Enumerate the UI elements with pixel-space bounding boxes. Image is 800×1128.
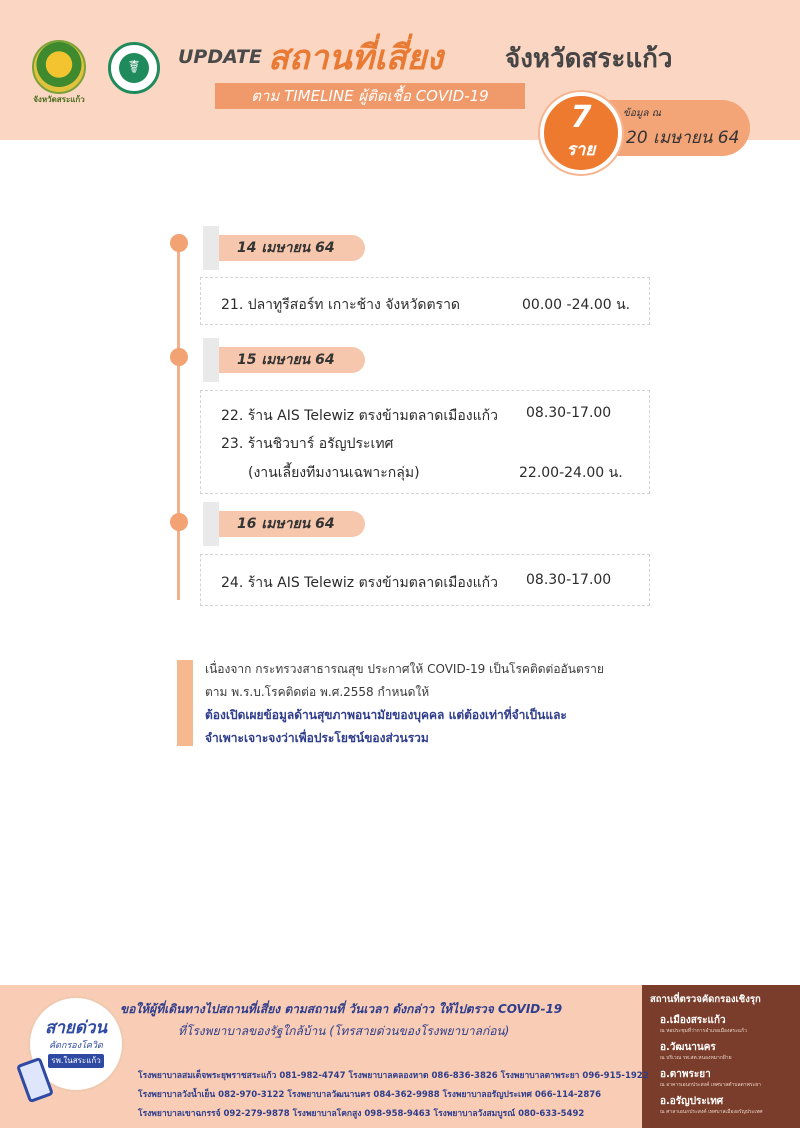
hotline-row: โรงพยาบาลวังน้ำเย็น 082-970-3122 โรงพยาบาลวัฒนานคร 084-362-9988 โรงพยาบาลอรัญประเทศ 066-114-2876: [138, 1090, 602, 1100]
center-name: อ.อรัญประเทศ: [660, 1096, 724, 1107]
hotline-badge-tag: รพ.ในสระแก้ว: [48, 1054, 104, 1068]
footer-message: ขอให้ผู้ที่เดินทางไปสถานที่เสี่ยง ตามสถานที่ วันเวลา ดังกล่าว ให้ไปตรวจ COVID-19: [120, 1002, 563, 1016]
event-time: 08.30-17.00: [526, 405, 612, 421]
event-note: (งานเลี้ยงทีมงานเฉพาะกลุ่ม): [248, 465, 420, 481]
subtitle-bar: ตาม TIMELINE ผู้ติดเชื้อ COVID-19: [215, 83, 525, 109]
timeline-line: [177, 244, 180, 600]
timeline-date: 16 เมษายน 64: [219, 511, 365, 537]
center-detail: ณ หอประชุมที่ว่าการอำเภอเมืองสระแก้ว: [660, 1028, 747, 1034]
province-seal-caption: จังหวัดสระแก้ว: [33, 95, 85, 104]
event-time: 22.00-24.00 น.: [519, 465, 623, 481]
hotline-badge-title: สายด่วน: [44, 1018, 108, 1038]
date-tab: [203, 338, 219, 382]
ministry-of-public-health-logo-icon: ☤: [108, 42, 160, 94]
date-tab: [203, 502, 219, 546]
title-province: จังหวัดสระแก้ว: [505, 44, 673, 74]
center-name: อ.เมืองสระแก้ว: [660, 1015, 726, 1026]
center-name: อ.วัฒนานคร: [660, 1042, 716, 1053]
event-place: 21. ปลาทูรีสอร์ท เกาะช้าง จังหวัดตราด: [221, 297, 461, 313]
event-place: 24. ร้าน AIS Telewiz ตรงข้ามตลาดเมืองแก้ว: [221, 575, 498, 591]
notice-highlight: ต้องเปิดเผยข้อมูลด้านสุขภาพอนามัยของบุคคล แต่ต้องเท่าที่จำเป็นและ: [205, 708, 567, 722]
timeline-date: 14 เมษายน 64: [219, 235, 365, 261]
center-detail: ณ บริเวณ รพ.สต.หนองหมากฝ้าย: [660, 1055, 732, 1061]
timeline-date: 15 เมษายน 64: [219, 347, 365, 373]
notice-accent-bar: [177, 660, 193, 746]
notice-line: เนื่องจาก กระทรวงสาธารณสุข ประกาศให้ COVID-19 เป็นโรคติดต่ออันตราย: [205, 662, 604, 676]
notice-line: ตาม พ.ร.บ.โรคติดต่อ พ.ศ.2558 กำหนดให้: [205, 685, 430, 699]
center-detail: ณ ศาลาเอนกประสงค์ เทศบาลเมืองอรัญประเทศ: [660, 1109, 763, 1115]
page-title: สถานที่เสี่ยง: [268, 38, 443, 78]
hotline-badge-subtitle: คัดกรองโควิด: [49, 1041, 103, 1051]
date-tab: [203, 226, 219, 270]
hotline-row: โรงพยาบาลเขาฉกรรจ์ 092-279-9878 โรงพยาบาลโคกสูง 098-958-9463 โรงพยาบาลวังสมบูรณ์ 080-633-5492: [138, 1109, 585, 1119]
notice-highlight: จำเพาะเจาะจงว่าเพื่อประโยชน์ของส่วนรวม: [205, 731, 429, 745]
event-time: 00.00 -24.00 น.: [522, 297, 631, 313]
timeline-dot: [170, 348, 188, 366]
center-name: อ.ตาพระยา: [660, 1069, 711, 1080]
data-as-of-label: ข้อมูล ณ: [623, 108, 662, 119]
data-as-of-date: 20 เมษายน 64: [626, 128, 740, 148]
event-place: 23. ร้านชิวบาร์ อรัญประเทศ: [221, 436, 394, 452]
event-time: 08.30-17.00: [526, 572, 612, 588]
case-count-unit: ราย: [566, 140, 596, 160]
hotline-row: โรงพยาบาลสมเด็จพระยุพราชสระแก้ว 081-982-4747 โรงพยาบาลคลองหาด 086-836-3826 โรงพยาบาลตาพระยา 096-915-1922: [138, 1071, 649, 1081]
footer-message: ที่โรงพยาบาลของรัฐใกล้บ้าน (โทรสายด่วนของโรงพยาบาลก่อน): [178, 1024, 510, 1038]
screening-centers-title: สถานที่ตรวจคัดกรองเชิงรุก: [650, 994, 761, 1005]
case-count-badge: [540, 92, 622, 174]
province-seal-icon: [32, 40, 86, 94]
center-detail: ณ อาคารเอนกประสงค์ เทศบาลตำบลตาพระยา: [660, 1082, 761, 1088]
event-place: 22. ร้าน AIS Telewiz ตรงข้ามตลาดเมืองแก้ว: [221, 408, 498, 424]
timeline-dot: [170, 513, 188, 531]
case-count-number: 7: [570, 100, 592, 135]
timeline-dot: [170, 234, 188, 252]
title-prefix: UPDATE: [178, 46, 262, 68]
